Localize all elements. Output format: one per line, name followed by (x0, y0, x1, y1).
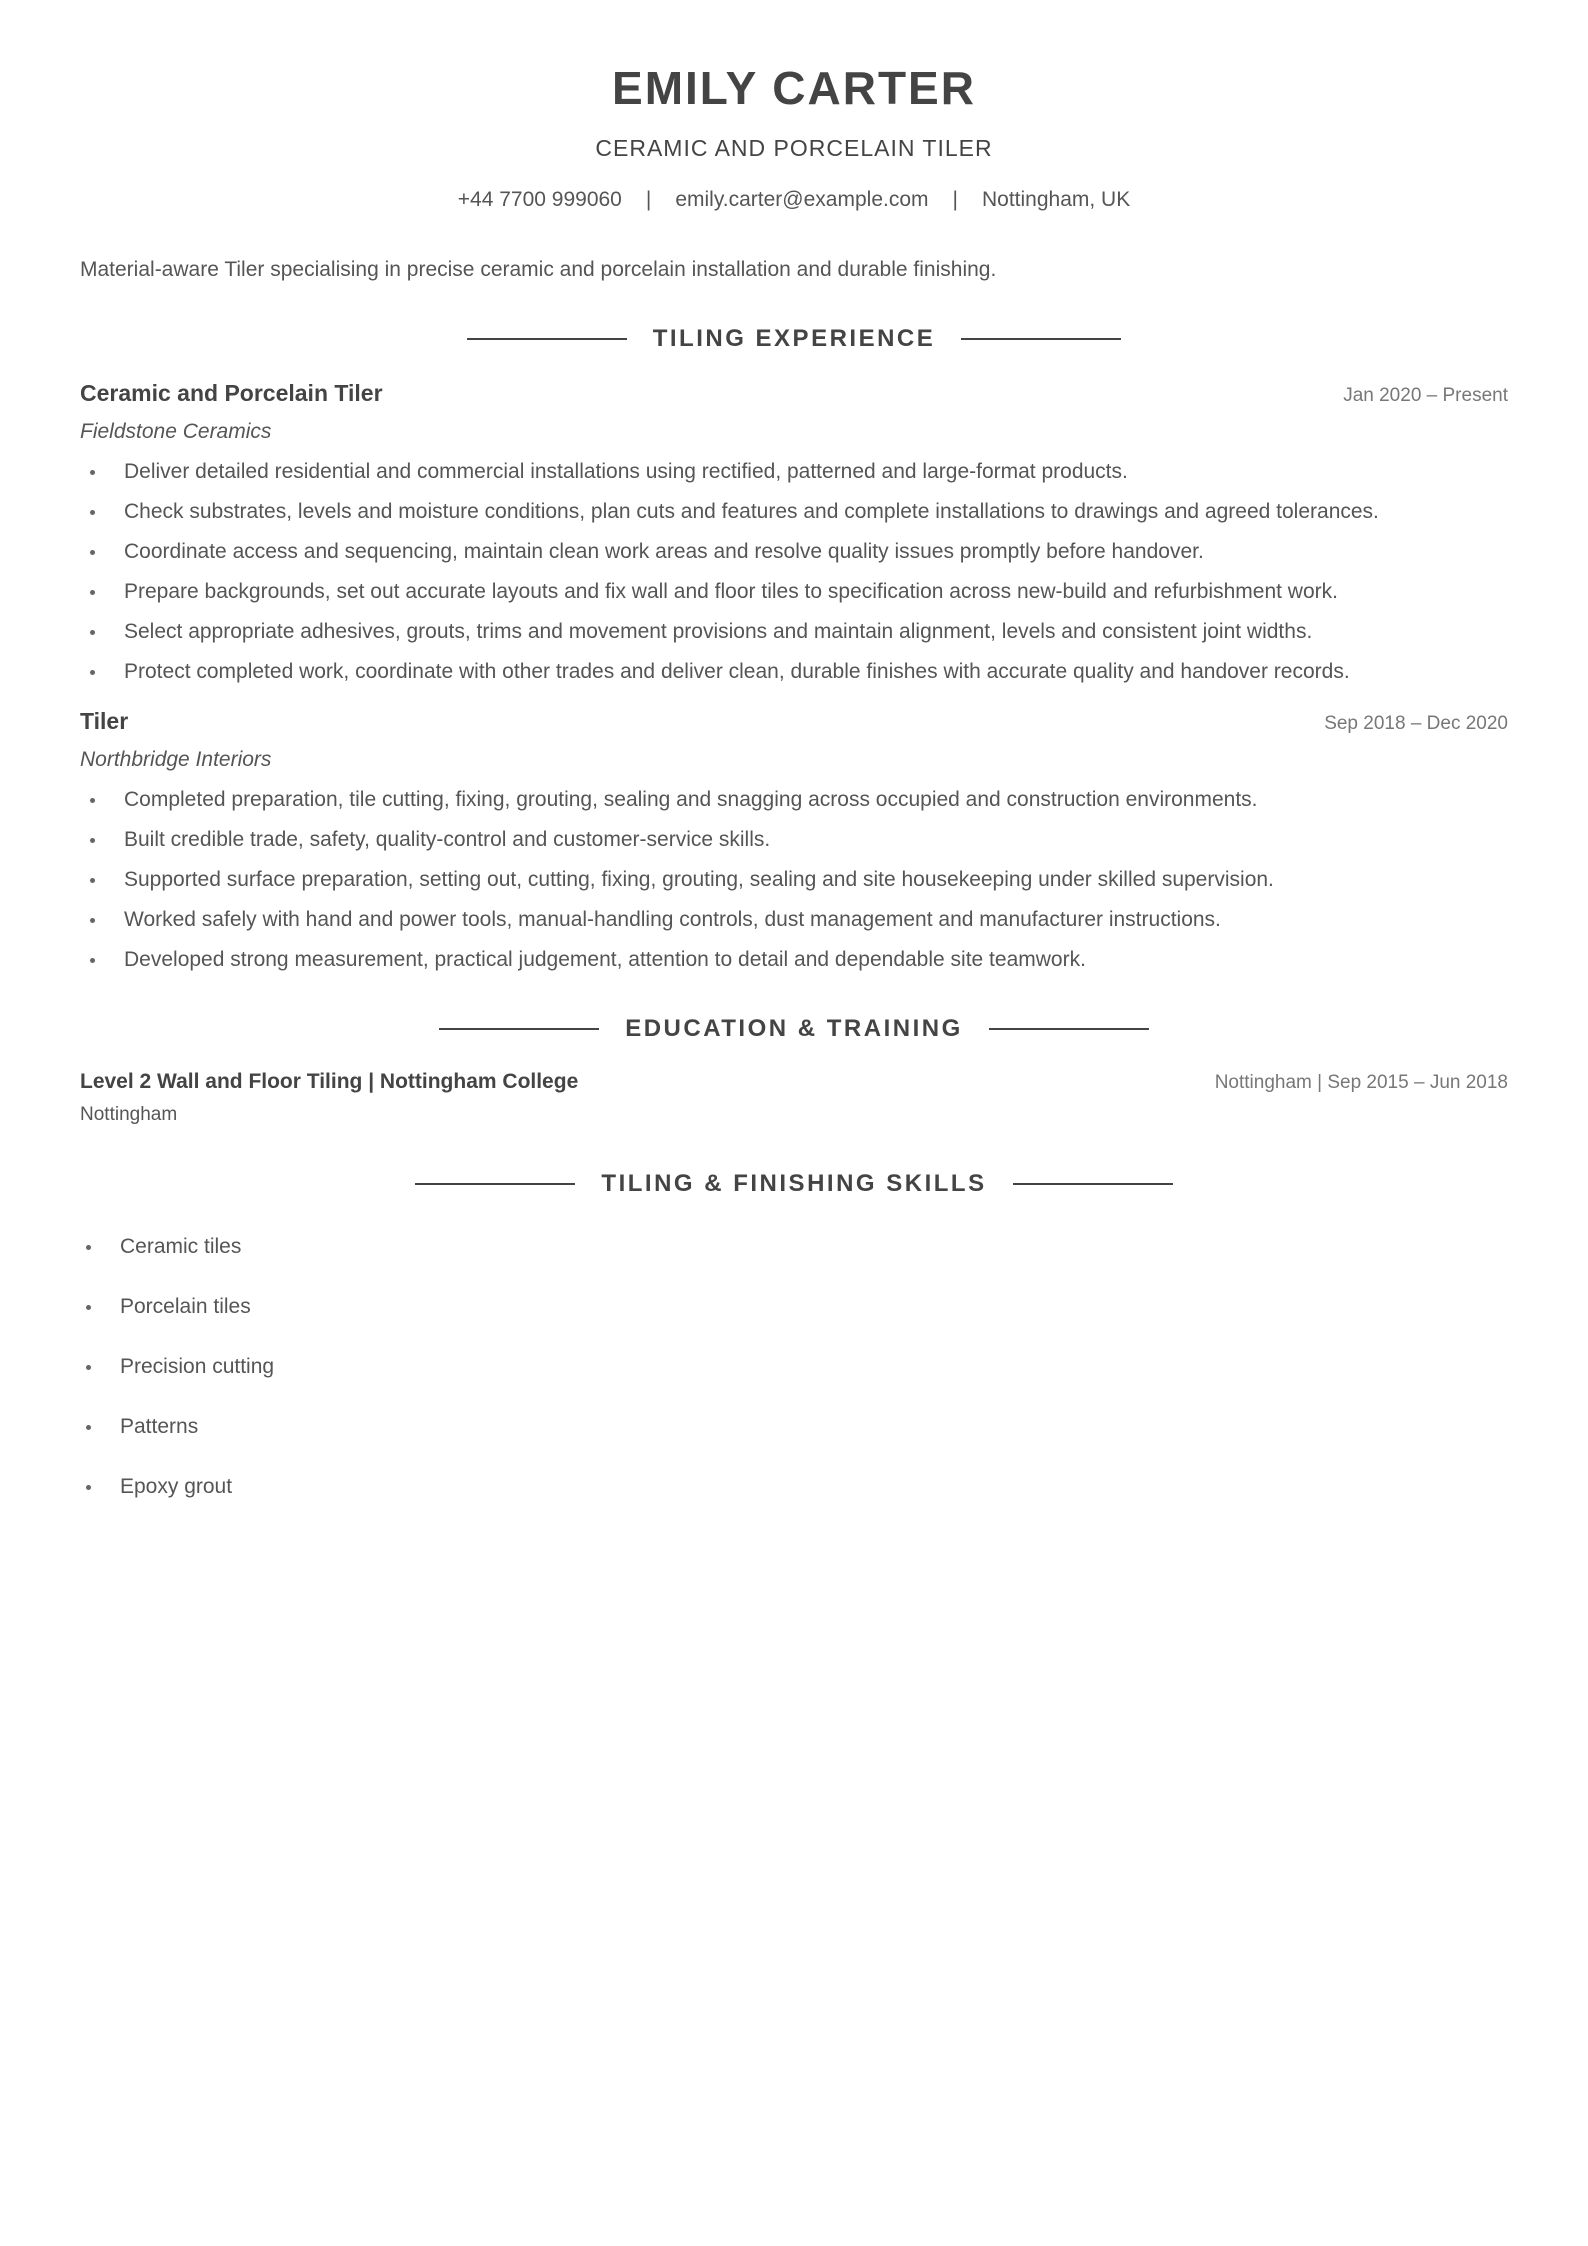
bullet-icon (90, 590, 95, 595)
heading-rule-right (1013, 1183, 1173, 1185)
job-entry (80, 378, 1508, 686)
heading-rule-left (439, 1028, 599, 1030)
duty-item (80, 618, 1508, 646)
qualification-title: Level 2 Wall and Floor Tiling | Nottingham College (80, 1070, 579, 1093)
job-entry (80, 706, 1508, 974)
education-header (80, 1068, 1508, 1097)
duty-text: Protect completed work, coordinate with other trades and deliver clean, durable finishes with accurate quality and handover records. (124, 660, 1350, 683)
bullet-icon (90, 878, 95, 883)
heading-rule-right (989, 1028, 1149, 1030)
duty-text: Check substrates, levels and moisture conditions, plan cuts and features and complete installations to drawings and agreed tolerances. (124, 500, 1379, 523)
education-location: Nottingham (80, 1104, 178, 1125)
job-header (80, 706, 1508, 738)
skill-item (80, 1293, 1508, 1321)
duty-text: Completed preparation, tile cutting, fixing, grouting, sealing and snagging across occupied and construction environments. (124, 788, 1258, 811)
duty-item (80, 498, 1508, 526)
duty-text: Coordinate access and sequencing, maintain clean work areas and resolve quality issues promptly before handover. (124, 540, 1204, 563)
candidate-name: EMILY CARTER (612, 62, 976, 114)
skill-text: Epoxy grout (120, 1475, 233, 1498)
bullet-icon (86, 1245, 91, 1250)
duty-item (80, 786, 1508, 814)
duty-text: Built credible trade, safety, quality-control and customer-service skills. (124, 828, 771, 851)
duty-item (80, 866, 1508, 894)
job-title: Ceramic and Porcelain Tiler (80, 380, 383, 406)
experience-heading (80, 324, 1508, 354)
heading-rule-right (961, 338, 1121, 340)
bullet-icon (90, 918, 95, 923)
company-name: Northbridge Interiors (80, 748, 272, 771)
duty-item (80, 826, 1508, 854)
skills-list (80, 1233, 1508, 1501)
bullet-icon (90, 838, 95, 843)
bullet-icon (86, 1365, 91, 1370)
location: Nottingham, UK (981, 188, 1131, 211)
duty-item (80, 946, 1508, 974)
bullet-icon (90, 670, 95, 675)
duty-item (80, 906, 1508, 934)
bullet-icon (86, 1305, 91, 1310)
bullet-icon (90, 798, 95, 803)
skills-heading-title: TILING & FINISHING SKILLS (601, 1170, 987, 1197)
heading-rule-left (415, 1183, 575, 1185)
contact-separator: | (952, 188, 958, 211)
duty-item (80, 658, 1508, 686)
contact-separator: | (645, 188, 652, 211)
job-dates: Jan 2020 – Present (1343, 385, 1508, 406)
duty-item (80, 538, 1508, 566)
skill-item (80, 1473, 1508, 1501)
profile-summary: Material-aware Tiler specialising in precise ceramic and porcelain installation and durable finishing. (80, 258, 997, 281)
duty-text: Worked safely with hand and power tools, manual-handling controls, dust management and manufacturer instructions. (124, 908, 1221, 931)
company-name: Fieldstone Ceramics (80, 420, 272, 443)
job-dates: Sep 2018 – Dec 2020 (1324, 713, 1508, 734)
bullet-icon (90, 510, 95, 515)
bullet-icon (86, 1485, 91, 1490)
bullet-icon (90, 958, 95, 963)
experience-heading-title: TILING EXPERIENCE (652, 325, 936, 352)
email-address: emily.carter@example.com (675, 188, 929, 211)
education-meta: Nottingham | Sep 2015 – Jun 2018 (1214, 1072, 1508, 1093)
job-header (80, 378, 1508, 410)
duty-text: Select appropriate adhesives, grouts, trims and movement provisions and maintain alignment, levels and consistent joint widths. (124, 620, 1313, 643)
duty-text: Prepare backgrounds, set out accurate layouts and fix wall and floor tiles to specification across new-build and refurbishment work. (124, 580, 1338, 603)
duty-list (80, 786, 1508, 974)
duty-item (80, 578, 1508, 606)
bullet-icon (86, 1425, 91, 1430)
skills-heading (80, 1169, 1508, 1199)
education-entry (80, 1068, 1508, 1127)
skill-item (80, 1413, 1508, 1441)
skill-item (80, 1353, 1508, 1381)
duty-text: Deliver detailed residential and commercial installations using rectified, patterned and large-format products. (124, 460, 1128, 483)
contact-line (80, 186, 1508, 214)
candidate-role: CERAMIC AND PORCELAIN TILER (595, 135, 993, 161)
bullet-icon (90, 470, 95, 475)
skill-text: Patterns (120, 1415, 199, 1438)
skill-item (80, 1233, 1508, 1261)
duty-text: Supported surface preparation, setting out, cutting, fixing, grouting, sealing and site housekeeping under skilled supervision. (124, 868, 1274, 891)
job-title: Tiler (80, 708, 129, 734)
bullet-icon (90, 550, 95, 555)
skill-text: Ceramic tiles (120, 1235, 242, 1258)
duty-item (80, 458, 1508, 486)
duty-text: Developed strong measurement, practical judgement, attention to detail and dependable site teamwork. (124, 948, 1086, 971)
education-heading-title: EDUCATION & TRAINING (625, 1015, 963, 1042)
phone-number: +44 7700 999060 (457, 188, 622, 211)
heading-rule-left (467, 338, 627, 340)
skill-text: Precision cutting (120, 1355, 275, 1378)
education-heading (80, 1014, 1508, 1044)
skill-text: Porcelain tiles (120, 1295, 251, 1318)
duty-list (80, 458, 1508, 686)
bullet-icon (90, 630, 95, 635)
